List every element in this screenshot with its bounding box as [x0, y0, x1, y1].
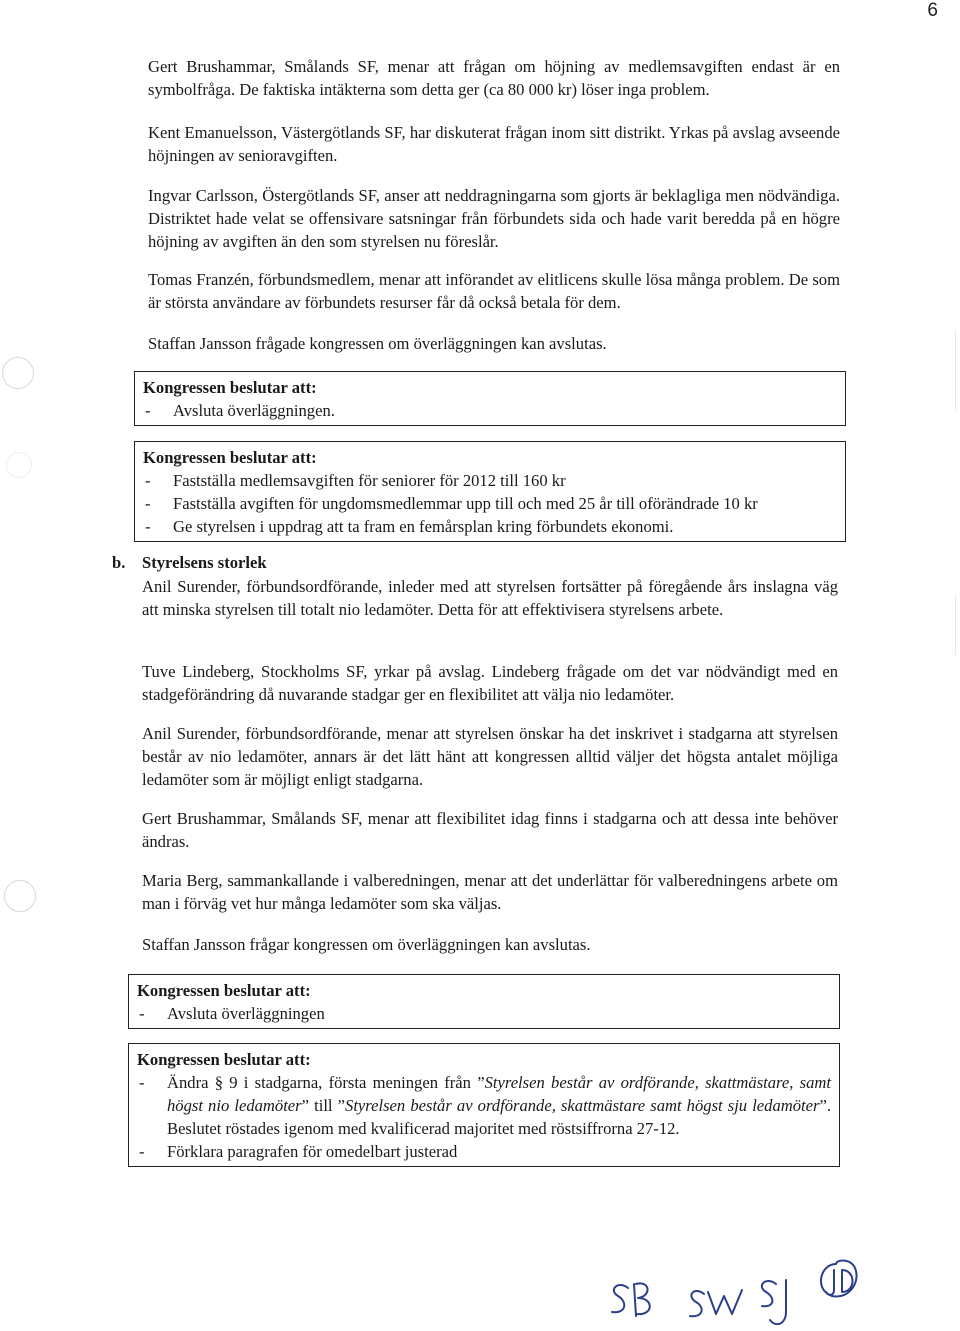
page-number: 6	[927, 0, 938, 21]
decision-item-text: ” till ”	[301, 1096, 346, 1115]
decision-item: - Ge styrelsen i uppdrag att ta fram en femårsplan kring förbundets ekonomi.	[143, 515, 837, 538]
paragraph-jansson-question: Staffan Jansson frågade kongressen om överläggningen kan avslutas.	[148, 334, 607, 353]
decision-heading: Kongressen beslutar att:	[143, 378, 317, 397]
paragraph-emanuelsson: Kent Emanuelsson, Västergötlands SF, har diskuterat frågan inom sitt distrikt. Yrkas på avslag avseende höjningen av senioravgiften.	[148, 123, 840, 165]
decision-box	[134, 441, 846, 542]
decision-item: - Fastställa medlemsavgiften för seniorer för 2012 till 160 kr	[143, 469, 837, 492]
decision-item-text: ”. Beslutet röstades igenom med kvalificerad majoritet med röstsiffrorna 27-12.	[167, 1096, 831, 1138]
quote-old-text: Styrelsen består av ordförande, skattmästare, samt högst nio ledamöter	[167, 1073, 831, 1115]
quote-new-text: Styrelsen består av ordförande, skattmästare samt högst sju ledamöter	[345, 1096, 820, 1115]
decision-box	[134, 371, 846, 426]
paragraph-franzen: Tomas Franzén, förbundsmedlem, menar att införandet av elitlicens skulle lösa många problem. De som är största användare av förbundets resurser får då också betala för dem.	[148, 270, 840, 312]
paragraph-berg: Maria Berg, sammankallande i valberedningen, menar att det underlättar för valberedningens arbete om man i förväg vet hur många ledamöter som ska väljas.	[142, 871, 838, 913]
paragraph-surender-intro: Anil Surender, förbundsordförande, inleder med att styrelsen fortsätter på föregående års inslagna väg att minska styrelsen till totalt nio ledamöter. Detta för att effektivisera styrelsens arbete.	[142, 577, 838, 619]
punch-hole	[4, 880, 36, 912]
decision-item-text: Ändra § 9 i stadgarna, första meningen från ”	[167, 1073, 485, 1092]
decision-box	[128, 1043, 840, 1167]
margin-mark	[955, 330, 956, 410]
decision-item: - Fastställa avgiften för ungdomsmedlemmar upp till och med 25 år till oförändrade 10 kr	[143, 492, 837, 515]
paragraph-lindeberg: Tuve Lindeberg, Stockholms SF, yrkar på avslag. Lindeberg frågade om det var nödvändigt med en stadgeförändring då nuvarande stadgar ger en flexibilitet att välja nio ledamöter.	[142, 662, 838, 704]
decision-box	[128, 974, 840, 1029]
section-heading	[112, 551, 267, 574]
decision-item: - Avsluta överläggningen.	[143, 399, 837, 422]
paragraph-brushammar-2: Gert Brushammar, Smålands SF, menar att flexibilitet idag finns i stadgarna och att dessa inte behöver ändras.	[142, 809, 838, 851]
decision-heading: Kongressen beslutar att:	[137, 981, 311, 1000]
punch-hole	[2, 357, 34, 389]
handwritten-initials	[600, 1250, 930, 1330]
decision-item	[137, 1071, 831, 1140]
paragraph-jansson-question-2: Staffan Jansson frågar kongressen om överläggningen kan avslutas.	[142, 935, 591, 954]
margin-mark	[955, 595, 956, 655]
section-letter: b.	[112, 553, 126, 572]
decision-heading: Kongressen beslutar att:	[137, 1050, 311, 1069]
paragraph-brushammar: Gert Brushammar, Smålands SF, menar att frågan om höjning av medlemsavgiften endast är en symbolfråga. De faktiska intäkterna som detta ger (ca 80 000 kr) löser inga problem.	[148, 57, 840, 99]
decision-item: - Avsluta överläggningen	[137, 1002, 831, 1025]
decision-item: - Förklara paragrafen för omedelbart justerad	[137, 1140, 831, 1163]
decision-heading: Kongressen beslutar att:	[143, 448, 317, 467]
paragraph-carlsson: Ingvar Carlsson, Östergötlands SF, anser att neddragningarna som gjorts är beklagliga men nödvändiga. Distriktet hade velat se offensivare satsningar från förbundets sida och hade varit beredda på en högre höjning av avgiften än den som styrelsen nu föreslår.	[148, 186, 840, 251]
section-title: Styrelsens storlek	[142, 553, 267, 572]
paragraph-surender-reply: Anil Surender, förbundsordförande, menar att styrelsen önskar ha det inskrivet i stadgarna att styrelsen består av nio ledamöter, annars är det lätt hänt att kongressen alltid väljer det högsta antalet möjliga ledamöter som är möjligt enligt stadgarna.	[142, 724, 838, 789]
punch-hole	[6, 452, 32, 478]
